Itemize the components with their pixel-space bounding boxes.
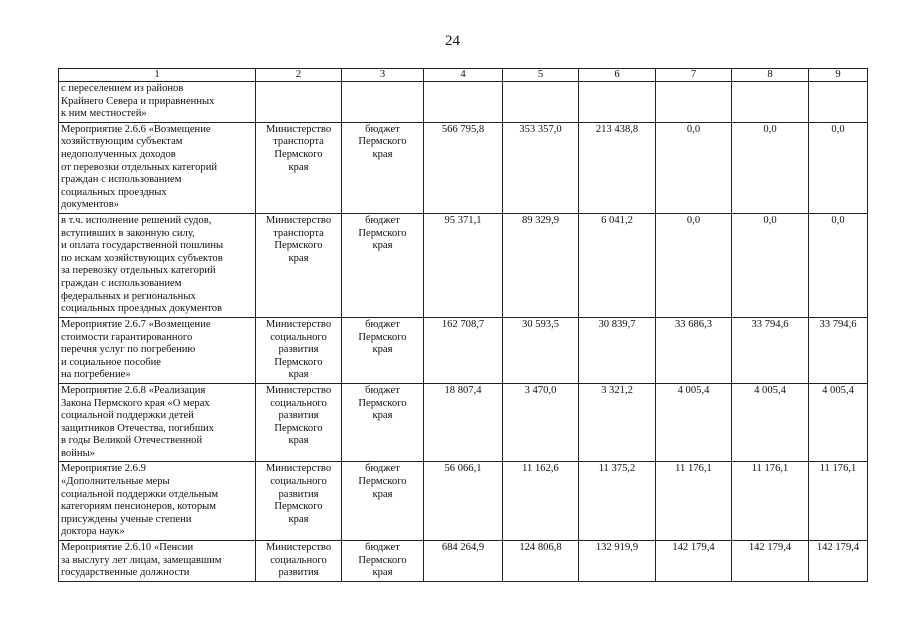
- executor-cell-line: транспорта: [273, 136, 324, 148]
- measure-name-cell-line: недополученных доходов: [61, 148, 176, 160]
- table-row: [59, 122, 868, 213]
- amount-cell: 0,0: [809, 122, 868, 213]
- amount-cell: 11 176,1: [656, 462, 732, 541]
- amount-cell: 11 375,2: [579, 462, 656, 541]
- executor-cell-line: развития: [278, 567, 319, 579]
- amount-cell: 4 005,4: [656, 383, 732, 462]
- budget-table: [58, 68, 868, 582]
- measure-name-cell-line: Мероприятие 2.6.9: [61, 463, 146, 475]
- executor-cell-line: края: [288, 369, 309, 381]
- amount-cell: 142 179,4: [656, 541, 732, 582]
- amount-cell: [732, 82, 809, 123]
- amount-cell: [503, 82, 579, 123]
- funding-source-cell-line: бюджет: [365, 384, 400, 396]
- executor-cell-line: Пермского: [274, 356, 323, 368]
- executor-cell-line: Министерство: [265, 318, 332, 330]
- executor-cell-line: Министерство: [265, 463, 332, 475]
- column-header: 1: [59, 69, 256, 82]
- funding-source-cell-line: Пермского: [358, 476, 407, 488]
- measure-name-cell-line: стоимости гарантированного: [61, 331, 193, 343]
- measure-name-cell: [59, 541, 256, 582]
- executor-cell-line: социального: [270, 476, 327, 488]
- funding-source-cell: [342, 122, 424, 213]
- amount-cell: 33 686,3: [656, 317, 732, 383]
- amount-cell: [579, 82, 656, 123]
- executor-cell-line: Пермского: [274, 501, 323, 513]
- page-number: 24: [445, 33, 460, 49]
- measure-name-cell-line: граждан с использованием: [61, 174, 182, 186]
- funding-source-cell-line: Пермского: [358, 554, 407, 566]
- amount-cell: 11 176,1: [732, 462, 809, 541]
- measure-name-cell-line: «Дополнительные меры: [61, 476, 170, 488]
- amount-cell: [809, 82, 868, 123]
- table-body: [59, 82, 868, 582]
- funding-source-cell-line: бюджет: [365, 318, 400, 330]
- measure-name-cell-line: перечня услуг по погребению: [61, 344, 196, 356]
- amount-cell: 3 470,0: [503, 383, 579, 462]
- executor-cell-line: Пермского: [274, 240, 323, 252]
- executor-cell-line: края: [288, 252, 309, 264]
- measure-name-cell: [59, 213, 256, 317]
- executor-cell-line: Министерство: [265, 384, 332, 396]
- amount-cell: 11 162,6: [503, 462, 579, 541]
- amount-cell: 33 794,6: [732, 317, 809, 383]
- executor-cell-line: развития: [278, 344, 319, 356]
- executor-cell-line: Министерство: [265, 542, 332, 554]
- measure-name-cell-line: войны»: [61, 447, 95, 459]
- measure-name-cell-line: документов»: [61, 199, 120, 211]
- executor-cell-line: транспорта: [273, 227, 324, 239]
- executor-cell-line: Пермского: [274, 422, 323, 434]
- amount-cell: 11 176,1: [809, 462, 868, 541]
- executor-cell-line: развития: [278, 410, 319, 422]
- table-header-row: [59, 69, 868, 82]
- measure-name-cell-line: защитников Отечества, погибших: [61, 422, 214, 434]
- funding-source-cell-line: бюджет: [365, 214, 400, 226]
- measure-name-cell: [59, 82, 256, 123]
- executor-cell: [256, 122, 342, 213]
- amount-cell: 33 794,6: [809, 317, 868, 383]
- table-row: [59, 317, 868, 383]
- amount-cell: 0,0: [656, 213, 732, 317]
- measure-name-cell-line: за перевозку отдельных категорий: [61, 265, 216, 277]
- funding-source-cell-line: края: [372, 488, 393, 500]
- measure-name-cell: [59, 122, 256, 213]
- column-header: 9: [809, 69, 868, 82]
- funding-source-cell-line: края: [372, 567, 393, 579]
- amount-cell: 684 264,9: [424, 541, 503, 582]
- executor-cell-line: Пермского: [274, 148, 323, 160]
- amount-cell: 30 839,7: [579, 317, 656, 383]
- executor-cell: [256, 317, 342, 383]
- measure-name-cell-line: и социальное пособие: [61, 356, 162, 368]
- funding-source-cell-line: Пермского: [358, 136, 407, 148]
- amount-cell: 566 795,8: [424, 122, 503, 213]
- column-header: 7: [656, 69, 732, 82]
- measure-name-cell-line: с переселением из районов: [61, 83, 184, 94]
- funding-source-cell-line: края: [372, 148, 393, 160]
- amount-cell: [656, 82, 732, 123]
- executor-cell: [256, 541, 342, 582]
- table-row: [59, 541, 868, 582]
- executor-cell-line: края: [288, 161, 309, 173]
- measure-name-cell-line: Крайнего Севера и приравненных: [61, 95, 215, 107]
- funding-source-cell-line: Пермского: [358, 397, 407, 409]
- executor-cell-line: Министерство: [265, 123, 332, 135]
- amount-cell: 4 005,4: [809, 383, 868, 462]
- executor-cell: [256, 383, 342, 462]
- amount-cell: 0,0: [656, 122, 732, 213]
- funding-source-cell-line: Пермского: [358, 331, 407, 343]
- executor-cell: [256, 82, 342, 123]
- amount-cell: 6 041,2: [579, 213, 656, 317]
- funding-source-cell: [342, 383, 424, 462]
- measure-name-cell-line: к ним местностей»: [61, 108, 147, 120]
- amount-cell: 89 329,9: [503, 213, 579, 317]
- executor-cell-line: социального: [270, 397, 327, 409]
- funding-source-cell-line: бюджет: [365, 463, 400, 475]
- measure-name-cell-line: хозяйствующим субъектам: [61, 136, 183, 148]
- table-row: [59, 82, 868, 123]
- executor-cell-line: края: [288, 513, 309, 525]
- funding-source-cell-line: бюджет: [365, 542, 400, 554]
- column-header: 5: [503, 69, 579, 82]
- amount-cell: 142 179,4: [732, 541, 809, 582]
- amount-cell: 4 005,4: [732, 383, 809, 462]
- funding-source-cell: [342, 541, 424, 582]
- measure-name-cell-line: на погребение»: [61, 369, 131, 381]
- funding-source-cell-line: края: [372, 240, 393, 252]
- funding-source-cell: [342, 82, 424, 123]
- measure-name-cell-line: социальных проездных документов: [61, 303, 223, 315]
- measure-name-cell: [59, 462, 256, 541]
- funding-source-cell: [342, 213, 424, 317]
- measure-name-cell-line: федеральных и региональных: [61, 290, 196, 302]
- funding-source-cell: [342, 462, 424, 541]
- funding-source-cell-line: Пермского: [358, 227, 407, 239]
- column-header: 6: [579, 69, 656, 82]
- measure-name-cell-line: Закона Пермского края «О мерах: [61, 397, 210, 409]
- measure-name-cell-line: категориям пенсионеров, которым: [61, 501, 216, 513]
- executor-cell: [256, 213, 342, 317]
- executor-cell-line: края: [288, 435, 309, 447]
- measure-name-cell: [59, 317, 256, 383]
- table-row: [59, 383, 868, 462]
- measure-name-cell-line: социальной поддержки отдельным: [61, 488, 219, 500]
- amount-cell: [424, 82, 503, 123]
- executor-cell-line: социального: [270, 331, 327, 343]
- measure-name-cell: [59, 383, 256, 462]
- measure-name-cell-line: в т.ч. исполнение решений судов,: [61, 214, 212, 226]
- amount-cell: 30 593,5: [503, 317, 579, 383]
- table-row: [59, 213, 868, 317]
- measure-name-cell-line: за выслугу лет лицам, замещавшим: [61, 554, 222, 566]
- measure-name-cell-line: и оплата государственной пошлины: [61, 240, 224, 252]
- measure-name-cell-line: Мероприятие 2.6.10 «Пенсии: [61, 542, 194, 554]
- executor-cell-line: Министерство: [265, 214, 332, 226]
- measure-name-cell-line: вступивших в законную силу,: [61, 227, 195, 239]
- amount-cell: 142 179,4: [809, 541, 868, 582]
- amount-cell: 0,0: [809, 213, 868, 317]
- amount-cell: 0,0: [732, 213, 809, 317]
- table-row: [59, 462, 868, 541]
- measure-name-cell-line: в годы Великой Отечественной: [61, 435, 203, 447]
- measure-name-cell-line: присуждены ученые степени: [61, 513, 192, 525]
- amount-cell: 353 357,0: [503, 122, 579, 213]
- measure-name-cell-line: государственные должности: [61, 567, 190, 579]
- amount-cell: 162 708,7: [424, 317, 503, 383]
- measure-name-cell-line: Мероприятие 2.6.6 «Возмещение: [61, 123, 211, 135]
- measure-name-cell-line: граждан с использованием: [61, 277, 182, 289]
- amount-cell: 95 371,1: [424, 213, 503, 317]
- column-header: 8: [732, 69, 809, 82]
- column-header: 4: [424, 69, 503, 82]
- funding-source-cell-line: края: [372, 410, 393, 422]
- funding-source-cell-line: края: [372, 344, 393, 356]
- executor-cell-line: социального: [270, 554, 327, 566]
- amount-cell: 132 919,9: [579, 541, 656, 582]
- measure-name-cell-line: социальных проездных: [61, 186, 167, 198]
- measure-name-cell-line: Мероприятие 2.6.7 «Возмещение: [61, 318, 211, 330]
- amount-cell: 0,0: [732, 122, 809, 213]
- amount-cell: 213 438,8: [579, 122, 656, 213]
- column-header: 2: [256, 69, 342, 82]
- executor-cell: [256, 462, 342, 541]
- measure-name-cell-line: по искам хозяйствующих субъектов: [61, 252, 223, 264]
- amount-cell: 3 321,2: [579, 383, 656, 462]
- amount-cell: 124 806,8: [503, 541, 579, 582]
- executor-cell-line: развития: [278, 488, 319, 500]
- funding-source-cell: [342, 317, 424, 383]
- measure-name-cell-line: от перевозки отдельных категорий: [61, 161, 218, 173]
- amount-cell: 56 066,1: [424, 462, 503, 541]
- measure-name-cell-line: доктора наук»: [61, 526, 125, 538]
- amount-cell: 18 807,4: [424, 383, 503, 462]
- column-header: 3: [342, 69, 424, 82]
- measure-name-cell-line: Мероприятие 2.6.8 «Реализация: [61, 384, 206, 396]
- measure-name-cell-line: социальной поддержки детей: [61, 410, 194, 422]
- funding-source-cell-line: бюджет: [365, 123, 400, 135]
